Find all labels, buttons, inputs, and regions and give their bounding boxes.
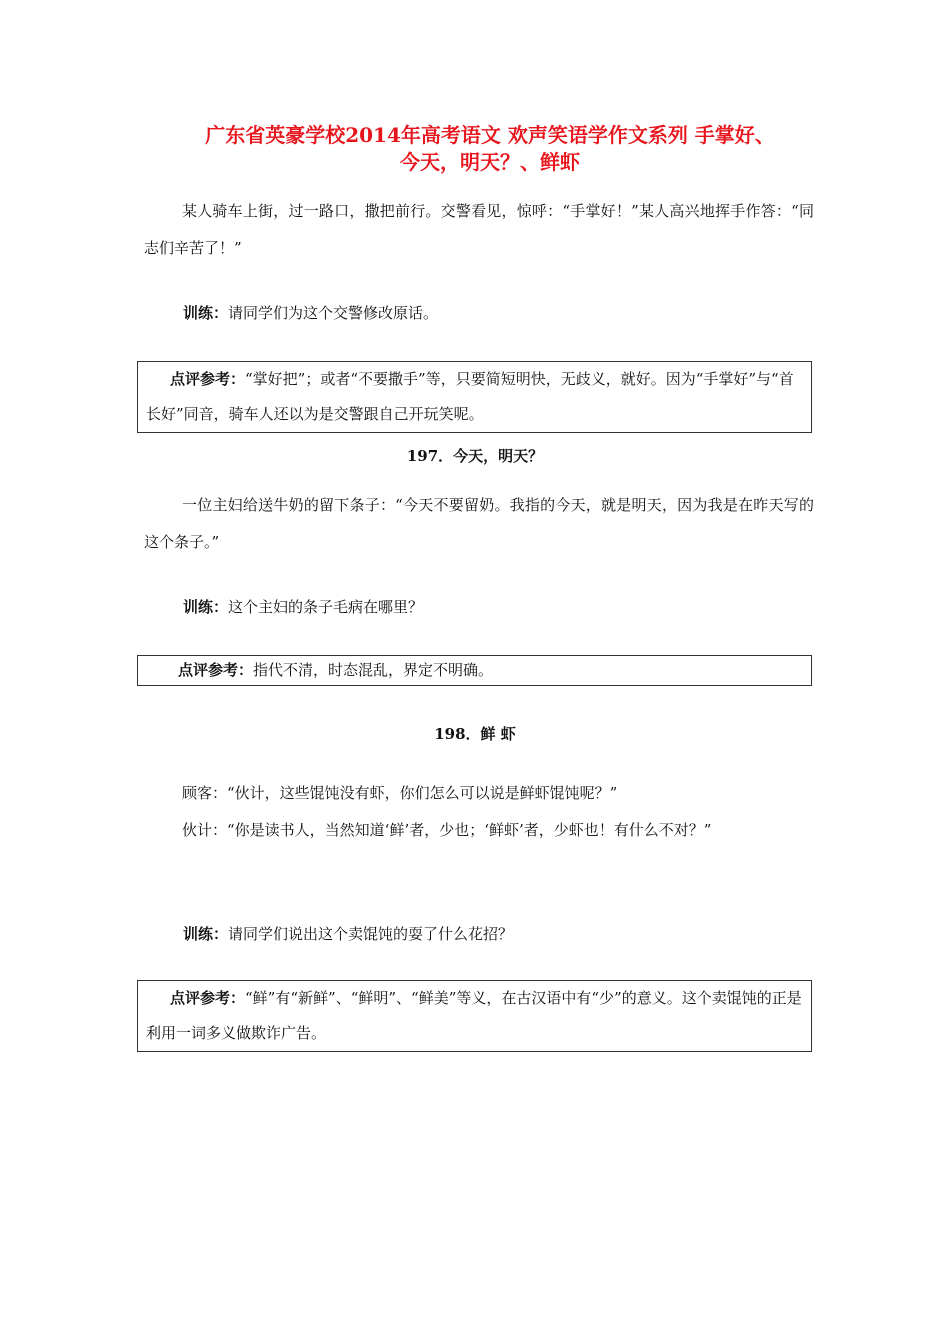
story3-training bbox=[183, 922, 513, 946]
story1-comment-box bbox=[137, 361, 812, 433]
title-line-1: 广东省英豪学校2014年高考语文 欢声笑语学作文系列 手掌好、 bbox=[205, 123, 775, 147]
story3-line-1: 顾客：“伙计，这些馄饨没有虾，你们怎么可以说是鲜虾馄饨呢？” bbox=[182, 784, 618, 802]
training-label: 训练： bbox=[183, 925, 229, 943]
story3-comment-box bbox=[137, 980, 812, 1052]
comment-label: 点评参考： bbox=[178, 661, 254, 679]
training-label: 训练： bbox=[183, 304, 229, 322]
story1-paragraph: 某人骑车上街，过一路口，撒把前行。交警看见，惊呼：“手掌好！”某人高兴地挥手作答：“同志们辛苦了！” bbox=[144, 202, 814, 257]
story3-line-2: 伙计：“你是读书人，当然知道‘鲜’者，少也；‘鲜虾’者，少虾也！有什么不对？” bbox=[182, 821, 712, 839]
story2-paragraph: 一位主妇给送牛奶的留下条子：“今天不要留奶。我指的今天，就是明天，因为我是在昨天写的这个条子。” bbox=[144, 496, 814, 551]
comment-text: “鲜”有“新鲜”、“鲜明”、“鲜美”等义，在古汉语中有“少”的意义。这个卖馄饨的正是利用一词多义做欺诈广告。 bbox=[146, 989, 802, 1042]
title-line-2: 今天，明天？、鲜虾 bbox=[400, 150, 580, 174]
story2-comment-box bbox=[137, 655, 812, 686]
story3-heading: 198．鲜 虾 bbox=[434, 725, 516, 743]
training-text: 这个主妇的条子毛病在哪里？ bbox=[228, 598, 424, 616]
training-text: 请同学们说出这个卖馄饨的耍了什么花招？ bbox=[228, 925, 514, 943]
comment-label: 点评参考： bbox=[170, 989, 246, 1007]
training-label: 训练： bbox=[183, 598, 229, 616]
document-title bbox=[150, 122, 830, 176]
comment-label: 点评参考： bbox=[170, 370, 246, 388]
story2-training bbox=[183, 595, 423, 619]
comment-text: 指代不清，时态混乱，界定不明确。 bbox=[253, 661, 494, 679]
training-text: 请同学们为这个交警修改原话。 bbox=[228, 304, 439, 322]
story1-training bbox=[183, 301, 438, 325]
story2-heading: 197．今天，明天？ bbox=[406, 447, 544, 465]
comment-text: “掌好把”；或者“不要撒手”等，只要简短明快，无歧义，就好。因为“手掌好”与“首长好”同音，骑车人还以为是交警跟自己开玩笑呢。 bbox=[146, 370, 794, 423]
